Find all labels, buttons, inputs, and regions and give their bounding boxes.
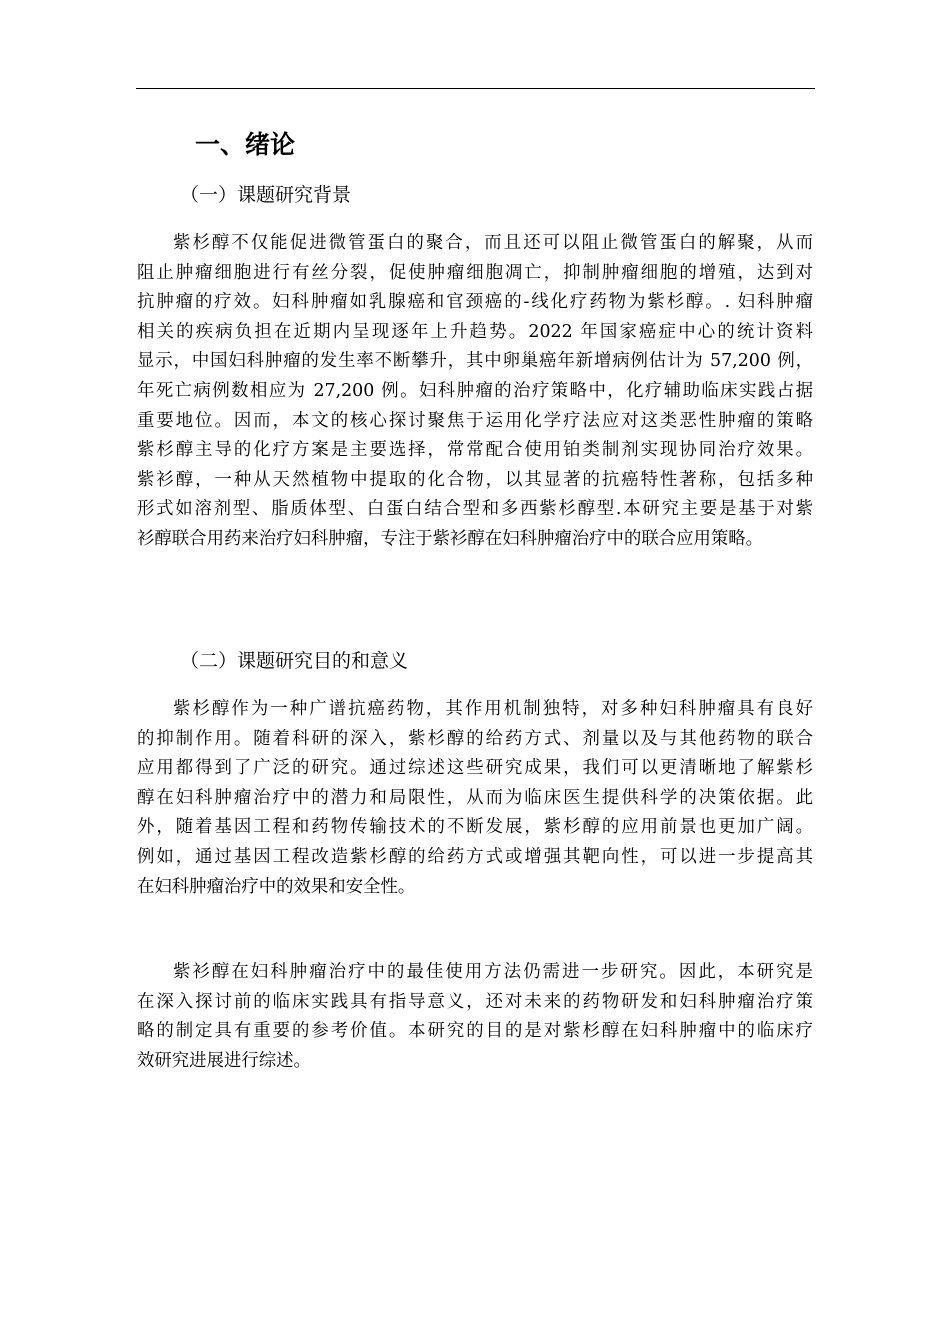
text-line: 衫醇联合用药来治疗妇科肿瘤，专注于紫衫醇在妇科肿瘤治疗中的联合应用策略。 — [137, 528, 764, 549]
text-line: 重要地位。因而，本文的核心探讨聚焦于运用化学疗法应对这类恶性肿瘤的策略 — [137, 410, 813, 431]
text-line: 紫杉醇主导的化疗方案是主要选择，常常配合使用铂类制剂实现协同治疗效果。 — [137, 440, 813, 461]
text-line: 形式如溶剂型、脂质体型、白蛋白结合型和多西紫杉醇型.本研究主要是基于对紫 — [137, 499, 813, 520]
text-line: 紫衫醇在妇科肿瘤治疗中的最佳使用方法仍需进一步研究。因此，本研究是 — [173, 962, 813, 982]
text-line: 醇在妇科肿瘤治疗中的潜力和局限性，从而为临床医生提供科学的决策依据。此 — [137, 787, 813, 808]
text-line: 在妇科肿瘤治疗中的效果和安全性。 — [137, 876, 416, 897]
text-line: 紫衫醇，一种从天然植物中提取的化合物，以其显著的抗癌特性著称，包括多种 — [137, 469, 813, 490]
text-line: 效研究进展进行综述。 — [137, 1050, 311, 1071]
section-heading-purpose: （二）课题研究目的和意义 — [180, 650, 409, 672]
text-line: 的抑制作用。随着科研的深入，紫杉醇的给药方式、剂量以及与其他药物的联合 — [137, 728, 813, 749]
text-line: 外，随着基因工程和药物传输技术的不断发展，紫杉醇的应用前景也更加广阔。 — [137, 817, 813, 838]
text-line: 应用都得到了广泛的研究。通过综述这些研究成果，我们可以更清晰地了解紫杉 — [137, 758, 813, 779]
paragraph-background — [137, 229, 813, 555]
text-line: 例如，通过基因工程改造紫杉醇的给药方式或增强其靶向性，可以进一步提高其 — [137, 846, 813, 867]
header-rule — [136, 88, 815, 89]
paragraph-purpose-2 — [137, 958, 813, 1076]
text-line: 年死亡病例数相应为 27,200 例。妇科肿瘤的治疗策略中，化疗辅助临床实践占据 — [137, 380, 813, 401]
chapter-heading: 一、绪论 — [195, 130, 296, 159]
text-line: 相关的疾病负担在近期内呈现逐年上升趋势。2022 年国家癌症中心的统计资料 — [137, 321, 813, 342]
text-line: 抗肿瘤的疗效。妇科肿瘤如乳腺癌和官颈癌的-线化疗药物为紫杉醇。. 妇科肿瘤 — [137, 292, 813, 313]
text-line: 在深入探讨前的临床实践具有指导意义，还对未来的药物研发和妇科肿瘤治疗策 — [137, 991, 813, 1012]
text-line: 紫杉醇不仅能促进微管蛋白的聚合，而且还可以阻止微管蛋白的解聚，从而 — [173, 233, 813, 253]
text-line: 略的制定具有重要的参考价值。本研究的目的是对紫杉醇在妇科肿瘤中的临床疗 — [137, 1021, 813, 1042]
paragraph-purpose-1 — [137, 695, 813, 902]
section-heading-background: （一）课题研究背景 — [180, 184, 352, 206]
text-line: 显示，中国妇科肿瘤的发生率不断攀升，其中卵巢癌年新增病例估计为 57,200 例， — [137, 351, 813, 372]
text-line: 阻止肿瘤细胞进行有丝分裂，促使肿瘤细胞凋亡，抑制肿瘤细胞的增殖，达到对 — [137, 262, 813, 283]
text-line: 紫杉醇作为一种广谱抗癌药物，其作用机制独特，对多种妇科肿瘤具有良好 — [173, 699, 813, 719]
